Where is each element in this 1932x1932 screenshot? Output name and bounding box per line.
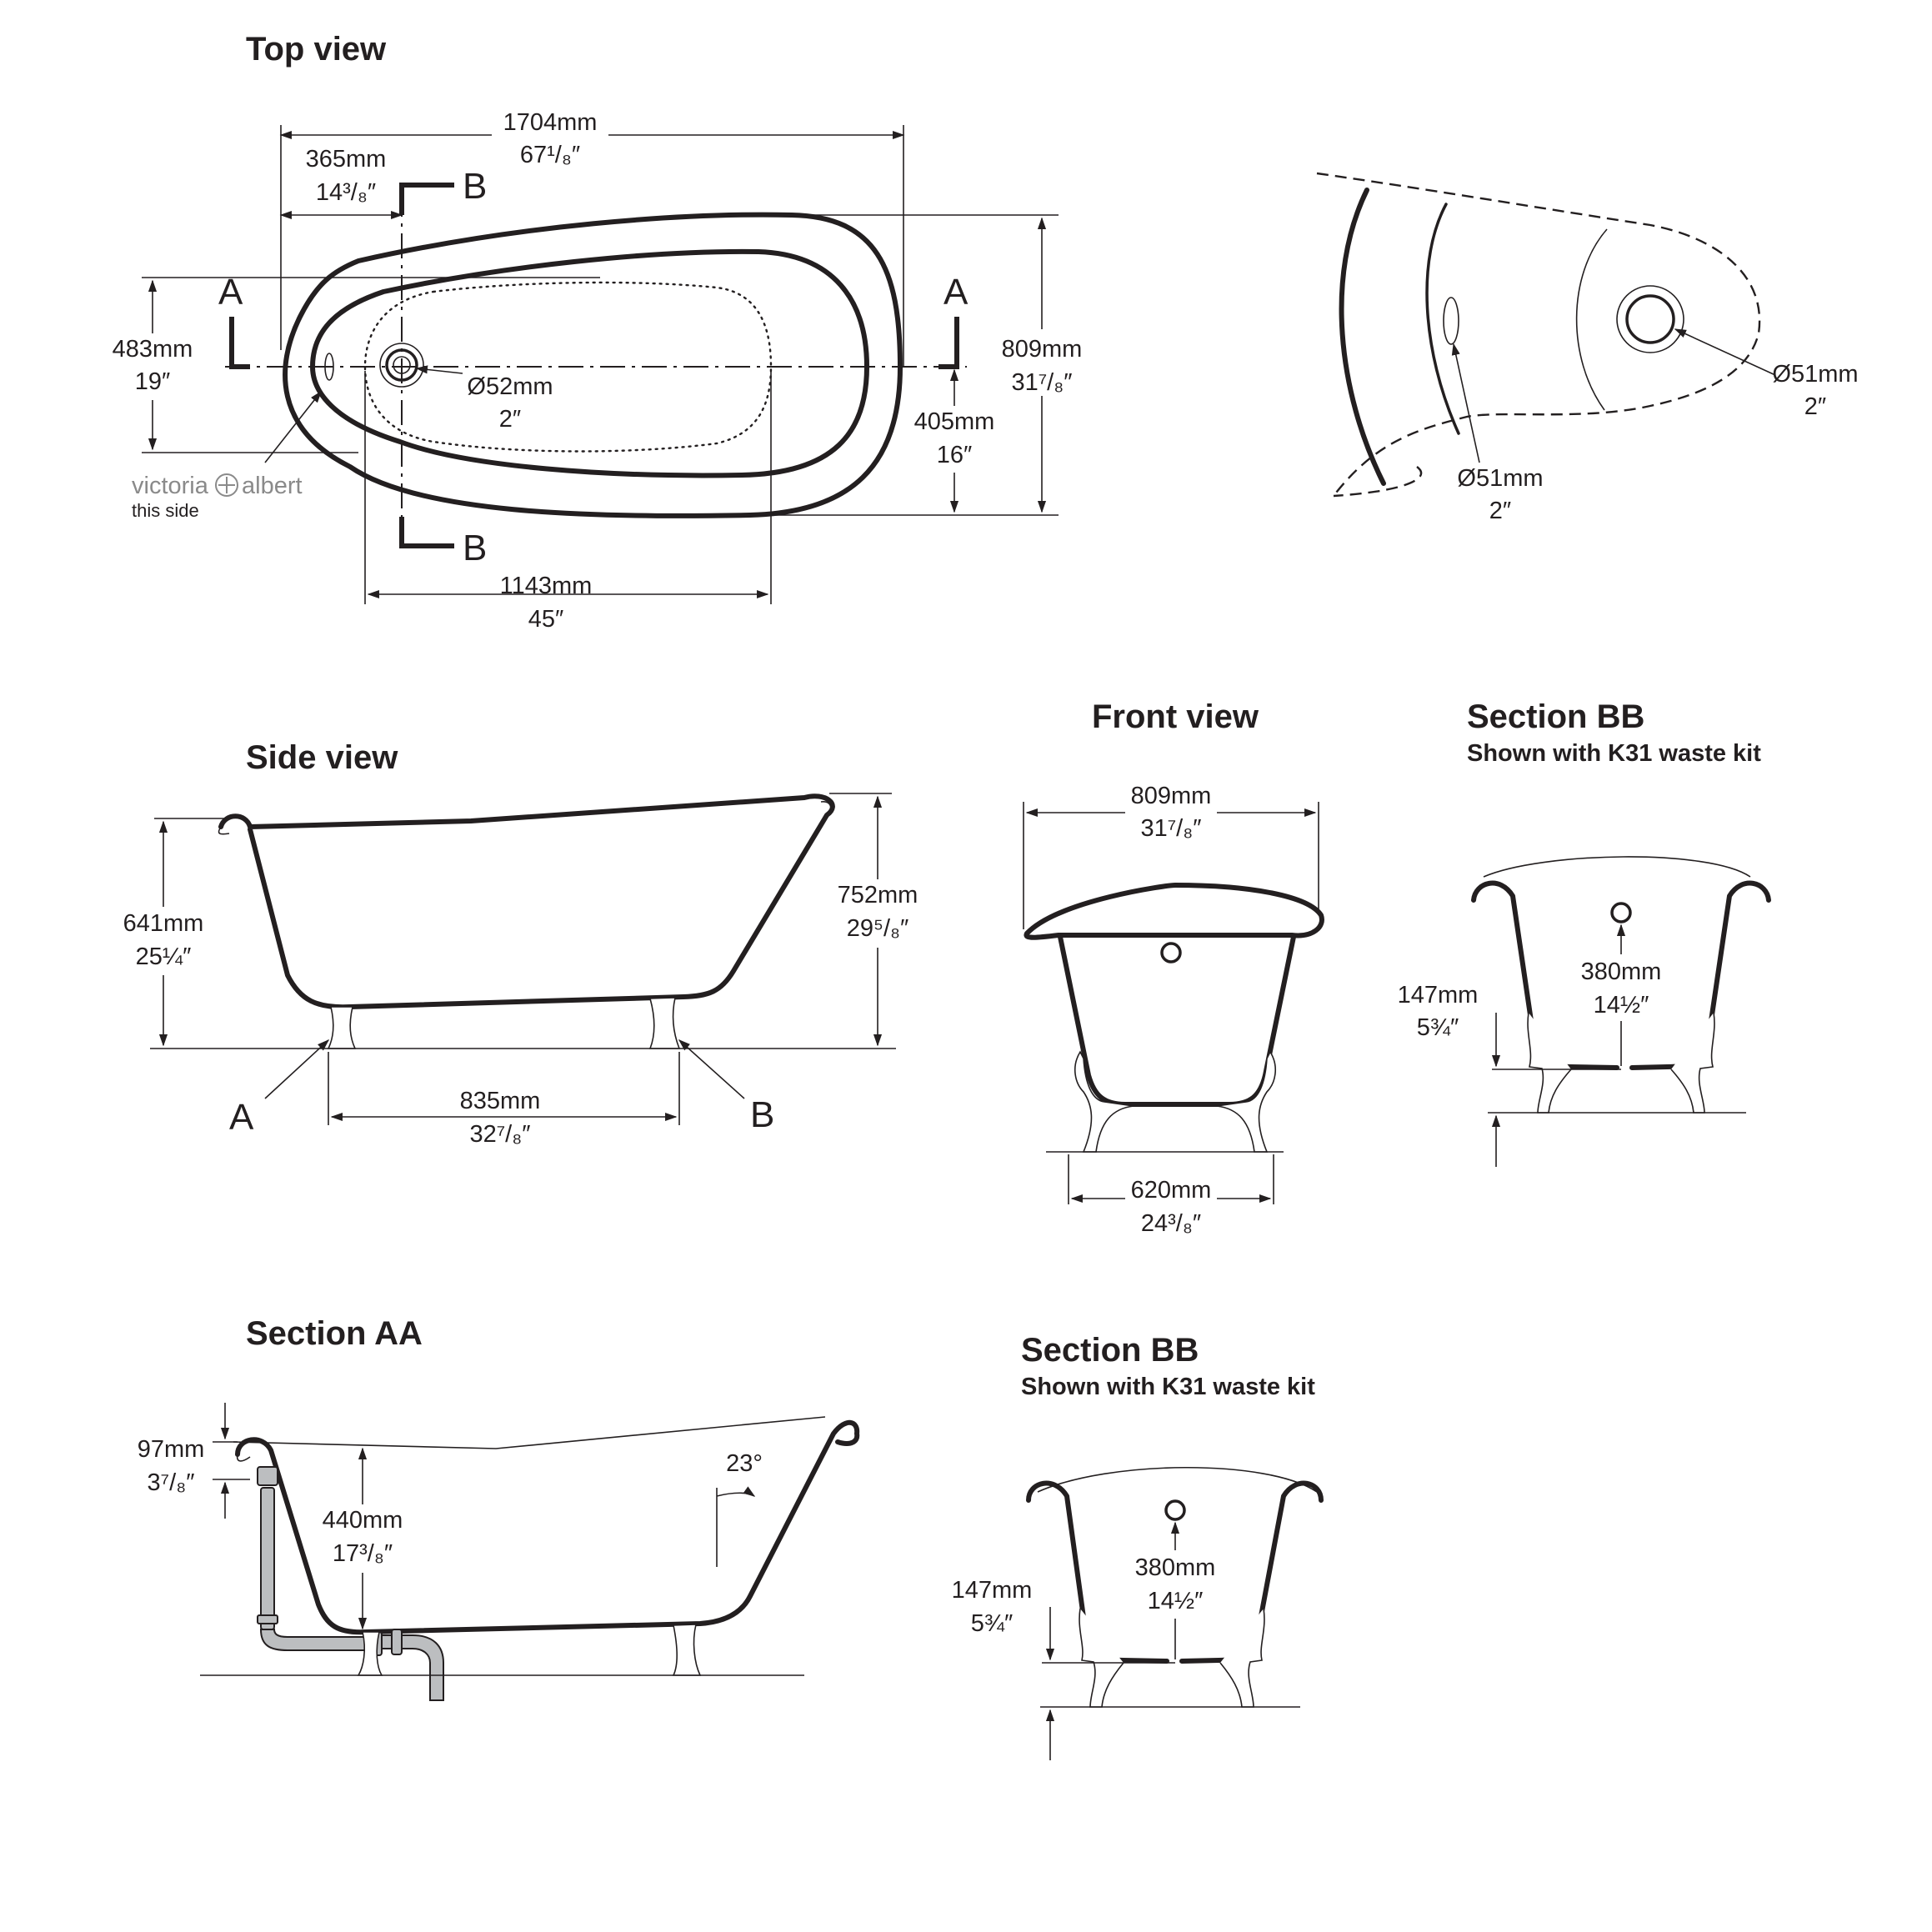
side-view-foot-right <box>650 998 679 1049</box>
section-bb-view <box>1398 698 1769 1167</box>
dim-detail-overflow <box>1454 344 1544 524</box>
svg-text:809mm: 809mm <box>1130 783 1212 809</box>
section-bb-foot-left <box>1528 1013 1571 1113</box>
svg-text:5¾″: 5¾″ <box>970 1610 1014 1637</box>
svg-text:380mm: 380mm <box>1580 958 1662 985</box>
section-bb-subtitle: Shown with K31 waste kit <box>1467 740 1761 767</box>
dim-section-aa-rim <box>138 1403 250 1519</box>
brand-plus-logo-icon <box>216 474 238 496</box>
svg-text:B: B <box>463 528 488 568</box>
svg-text:5¾″: 5¾″ <box>1416 1014 1459 1041</box>
svg-text:1704mm: 1704mm <box>503 109 598 136</box>
section-bb-2-subtitle: Shown with K31 waste kit <box>1021 1374 1315 1400</box>
dim-side-feet <box>328 1052 679 1148</box>
front-view-overflow <box>1162 943 1180 962</box>
detail-inner-wall <box>1427 204 1459 433</box>
dim-side-height-left <box>117 818 225 1045</box>
dim-section-bb-2-overflow-height <box>1125 1523 1225 1659</box>
svg-text:23°: 23° <box>726 1450 763 1477</box>
svg-text:victoria: victoria <box>132 473 208 499</box>
section-aa-foot-right <box>673 1624 700 1675</box>
svg-text:3⁷/₈″: 3⁷/₈″ <box>147 1469 195 1496</box>
section-bb-2-foot-right <box>1220 1609 1264 1707</box>
svg-text:25¼″: 25¼″ <box>135 943 192 970</box>
svg-text:16″: 16″ <box>936 442 973 468</box>
section-b-marker-top <box>402 166 487 215</box>
svg-text:97mm: 97mm <box>137 1436 205 1463</box>
waste-detail-view <box>1317 173 1859 524</box>
side-view-foot-left <box>328 1007 355 1049</box>
svg-text:2″: 2″ <box>498 406 522 433</box>
detail-base-edge <box>1577 229 1607 410</box>
svg-text:14³/₈″: 14³/₈″ <box>315 179 377 206</box>
side-view-label-a <box>229 1040 328 1138</box>
dim-top-half-width <box>908 370 1004 512</box>
svg-text:641mm: 641mm <box>123 910 204 937</box>
section-bb-foot-right <box>1671 1013 1714 1113</box>
section-bb-2-overflow <box>1166 1501 1184 1519</box>
detail-outline-top <box>1317 173 1759 496</box>
svg-text:29⁵/₈″: 29⁵/₈″ <box>846 915 909 942</box>
svg-text:2″: 2″ <box>1804 393 1827 420</box>
section-bb-overflow <box>1612 903 1630 922</box>
side-view-label-b <box>679 1040 774 1135</box>
top-view-title: Top view <box>246 31 387 68</box>
svg-text:620mm: 620mm <box>1130 1177 1212 1204</box>
dim-top-waste <box>417 368 553 433</box>
dim-top-offset <box>281 146 402 215</box>
svg-text:32⁷/₈″: 32⁷/₈″ <box>469 1121 531 1148</box>
front-view-title: Front view <box>1092 698 1259 735</box>
side-view <box>117 739 925 1148</box>
section-bb-2-foot-left <box>1079 1609 1124 1707</box>
svg-text:this side: this side <box>132 500 199 521</box>
section-bb-view-2 <box>952 1332 1321 1760</box>
svg-text:19″: 19″ <box>134 368 171 395</box>
svg-text:1143mm: 1143mm <box>499 573 593 599</box>
svg-text:483mm: 483mm <box>112 336 193 363</box>
svg-text:405mm: 405mm <box>913 408 995 435</box>
svg-text:752mm: 752mm <box>837 882 918 908</box>
dim-side-height-right <box>829 793 925 1045</box>
section-a-marker-left <box>218 272 250 367</box>
front-view <box>1024 698 1322 1237</box>
svg-text:380mm: 380mm <box>1134 1554 1216 1581</box>
detail-outlet <box>1617 286 1684 353</box>
svg-text:17³/₈″: 17³/₈″ <box>332 1540 393 1567</box>
svg-text:809mm: 809mm <box>1001 336 1083 363</box>
svg-text:B: B <box>750 1094 775 1135</box>
section-bb-2-rim-line <box>1038 1468 1317 1492</box>
svg-text:albert: albert <box>242 473 303 499</box>
svg-text:A: A <box>218 272 243 313</box>
svg-text:67¹/₈″: 67¹/₈″ <box>519 142 581 168</box>
section-bb-2-title: Section BB <box>1021 1332 1199 1369</box>
detail-overflow-hole <box>1444 298 1459 344</box>
svg-text:31⁷/₈″: 31⁷/₈″ <box>1140 815 1202 842</box>
svg-text:147mm: 147mm <box>1397 982 1479 1009</box>
side-view-title: Side view <box>246 739 398 776</box>
svg-text:24³/₈″: 24³/₈″ <box>1140 1210 1202 1237</box>
svg-text:365mm: 365mm <box>305 146 387 173</box>
front-view-rim <box>1026 885 1322 938</box>
svg-text:A: A <box>229 1097 254 1138</box>
section-aa-rim-line <box>233 1417 825 1449</box>
section-a-marker-right <box>938 272 969 367</box>
section-bb-title: Section BB <box>1467 698 1645 735</box>
svg-text:A: A <box>943 272 969 313</box>
front-view-body <box>1060 937 1294 1104</box>
section-bb-rim-line <box>1484 857 1750 877</box>
top-view-inner-rim <box>313 252 867 476</box>
dim-section-aa-angle <box>717 1450 763 1567</box>
svg-text:Ø51mm: Ø51mm <box>1772 361 1859 388</box>
section-b-marker-bottom <box>402 517 487 568</box>
side-view-tub-outline <box>221 796 833 1007</box>
svg-text:2″: 2″ <box>1489 498 1512 524</box>
svg-text:31⁷/₈″: 31⁷/₈″ <box>1011 369 1073 396</box>
svg-text:Ø52mm: Ø52mm <box>467 373 553 400</box>
svg-text:440mm: 440mm <box>322 1507 403 1534</box>
section-aa-title: Section AA <box>246 1315 423 1352</box>
svg-text:835mm: 835mm <box>459 1088 541 1114</box>
section-aa-view <box>138 1315 858 1700</box>
detail-outer-wall <box>1342 190 1384 483</box>
dim-front-feet <box>1069 1154 1274 1237</box>
svg-text:147mm: 147mm <box>951 1577 1033 1604</box>
dim-top-base-length <box>365 371 771 633</box>
dim-section-bb-overflow-height <box>1571 925 1671 1066</box>
svg-text:45″: 45″ <box>528 606 564 633</box>
svg-text:B: B <box>463 166 488 207</box>
dim-detail-outlet <box>1675 329 1859 420</box>
svg-text:14½″: 14½″ <box>1593 992 1649 1019</box>
top-view <box>104 31 1082 633</box>
svg-text:14½″: 14½″ <box>1147 1588 1204 1614</box>
dim-section-aa-depth <box>313 1449 413 1629</box>
svg-text:Ø51mm: Ø51mm <box>1457 465 1544 492</box>
